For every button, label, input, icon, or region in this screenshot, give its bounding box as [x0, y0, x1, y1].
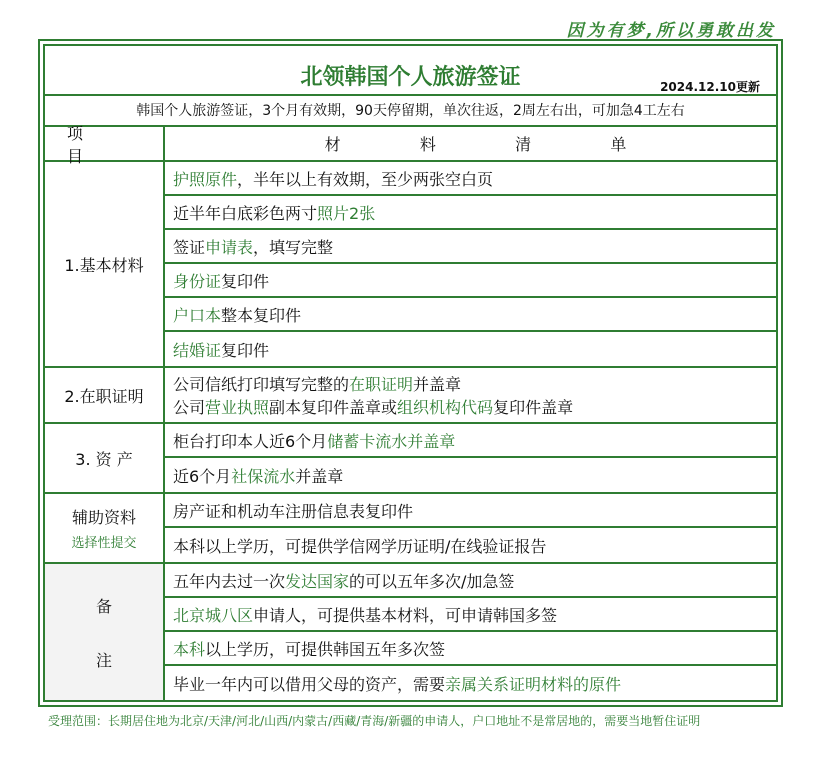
section-label [45, 564, 165, 700]
list-item [165, 528, 776, 562]
notes-label-bottom: 注 [95, 650, 112, 670]
section-title: 2.在职证明 [64, 386, 144, 406]
section-label [45, 424, 165, 492]
text-segment: 公司信纸打印填写完整的 [173, 375, 350, 394]
page-title: 北领韩国个人旅游签证 [300, 65, 521, 90]
highlight-text: 在职证明 [349, 375, 414, 394]
list-item [165, 230, 776, 264]
list-line [173, 372, 461, 395]
text-segment: 签证 [173, 237, 206, 257]
list-item [165, 332, 776, 366]
section-title: 3. 资 产 [75, 449, 133, 469]
header-char: 单 [610, 135, 627, 154]
title-row [45, 46, 776, 96]
highlight-text: 储蓄卡流水并盖章 [327, 431, 456, 451]
section-title: 1.基本材料 [64, 255, 144, 275]
highlight-text: 护照原件 [173, 169, 238, 189]
section-auxiliary [45, 494, 776, 564]
text-segment: 五年内去过一次 [173, 571, 286, 591]
header-char: 料 [419, 135, 436, 154]
section-rows [165, 368, 776, 422]
list-item [165, 632, 776, 666]
list-item [165, 494, 776, 528]
notes-label-top: 备 [95, 596, 112, 616]
highlight-text: 身份证 [173, 271, 222, 291]
highlight-text: 北京城八区 [173, 605, 254, 625]
section-assets [45, 424, 776, 494]
list-line [173, 395, 573, 418]
highlight-text: 结婚证 [173, 340, 222, 360]
section-rows [165, 424, 776, 492]
update-date: 2024.12.10更新 [660, 80, 760, 94]
text-segment: ，半年以上有效期，至少两张空白页 [237, 169, 494, 189]
text-segment: ，填写完整 [253, 237, 334, 257]
section-rows [165, 162, 776, 366]
list-item [165, 666, 776, 700]
list-item [165, 424, 776, 458]
list-item [165, 196, 776, 230]
highlight-text: 申请表 [205, 237, 254, 257]
list-item [165, 298, 776, 332]
section-notes [45, 564, 776, 700]
section-rows [165, 494, 776, 562]
text-segment: 整本复印件 [221, 305, 302, 325]
text-segment: 并盖章 [413, 375, 462, 394]
list-item [165, 264, 776, 298]
highlight-text: 社保流水 [231, 466, 296, 486]
section-employment [45, 368, 776, 424]
visa-table [43, 44, 778, 702]
text-segment: 的可以五年多次/加急签 [349, 571, 515, 591]
header-item: 项 目 [45, 127, 165, 160]
highlight-text: 营业执照 [205, 398, 270, 417]
list-item [165, 598, 776, 632]
section-subtitle: 选择性提交 [71, 536, 137, 551]
header-char: 清 [515, 135, 532, 154]
highlight-text: 户口本 [173, 305, 222, 325]
list-item [165, 162, 776, 196]
section-title: 辅助资料 [71, 508, 136, 527]
list-item [165, 368, 776, 422]
text-segment: 以上学历，可提供韩国五年多次签 [205, 639, 446, 659]
highlight-text: 发达国家 [285, 571, 350, 591]
section-basic [45, 162, 776, 368]
text-segment: 毕业一年内可以借用父母的资产，需要 [173, 674, 446, 694]
text-segment: 并盖章 [295, 466, 344, 486]
text-segment: 申请人，可提供基本材料，可申请韩国多签 [253, 605, 558, 625]
text-segment: 副本复印件盖章或 [269, 398, 398, 417]
header-materials [165, 127, 776, 160]
highlight-text: 亲属关系证明材料的原件 [445, 674, 622, 694]
header-char: 材 [324, 135, 341, 154]
text-segment: 房产证和机动车注册信息表复印件 [173, 501, 414, 521]
highlight-text: 组织机构代码 [397, 398, 494, 417]
document-frame [38, 39, 783, 707]
table-header [45, 123, 776, 166]
highlight-text: 照片2张 [317, 203, 376, 223]
text-segment: 近半年白底彩色两寸 [173, 203, 318, 223]
section-label [45, 368, 165, 422]
section-label [45, 162, 165, 366]
highlight-text: 本科 [173, 639, 206, 659]
slogan: 因为有梦,所以勇敢出发 [566, 21, 776, 41]
text-segment: 柜台打印本人近6个月 [173, 431, 328, 451]
section-label [45, 494, 165, 562]
section-rows [165, 564, 776, 700]
list-item [165, 564, 776, 598]
text-segment: 公司 [173, 398, 206, 417]
visa-summary: 韩国个人旅游签证，3个月有效期，90天停留期，单次往返，2周左右出，可加急4工左右 [45, 96, 776, 127]
footer-note: 受理范围：长期居住地为北京/天津/河北/山西/内蒙古/西藏/青海/新疆的申请人，户口地址不是常居地的，需要当地暂住证明 [48, 714, 701, 728]
list-item [165, 458, 776, 492]
text-segment: 近6个月 [173, 466, 232, 486]
text-segment: 复印件 [221, 271, 270, 291]
text-segment: 复印件盖章 [493, 398, 574, 417]
text-segment: 复印件 [221, 340, 270, 360]
text-segment: 本科以上学历，可提供学信网学历证明/在线验证报告 [173, 536, 547, 556]
